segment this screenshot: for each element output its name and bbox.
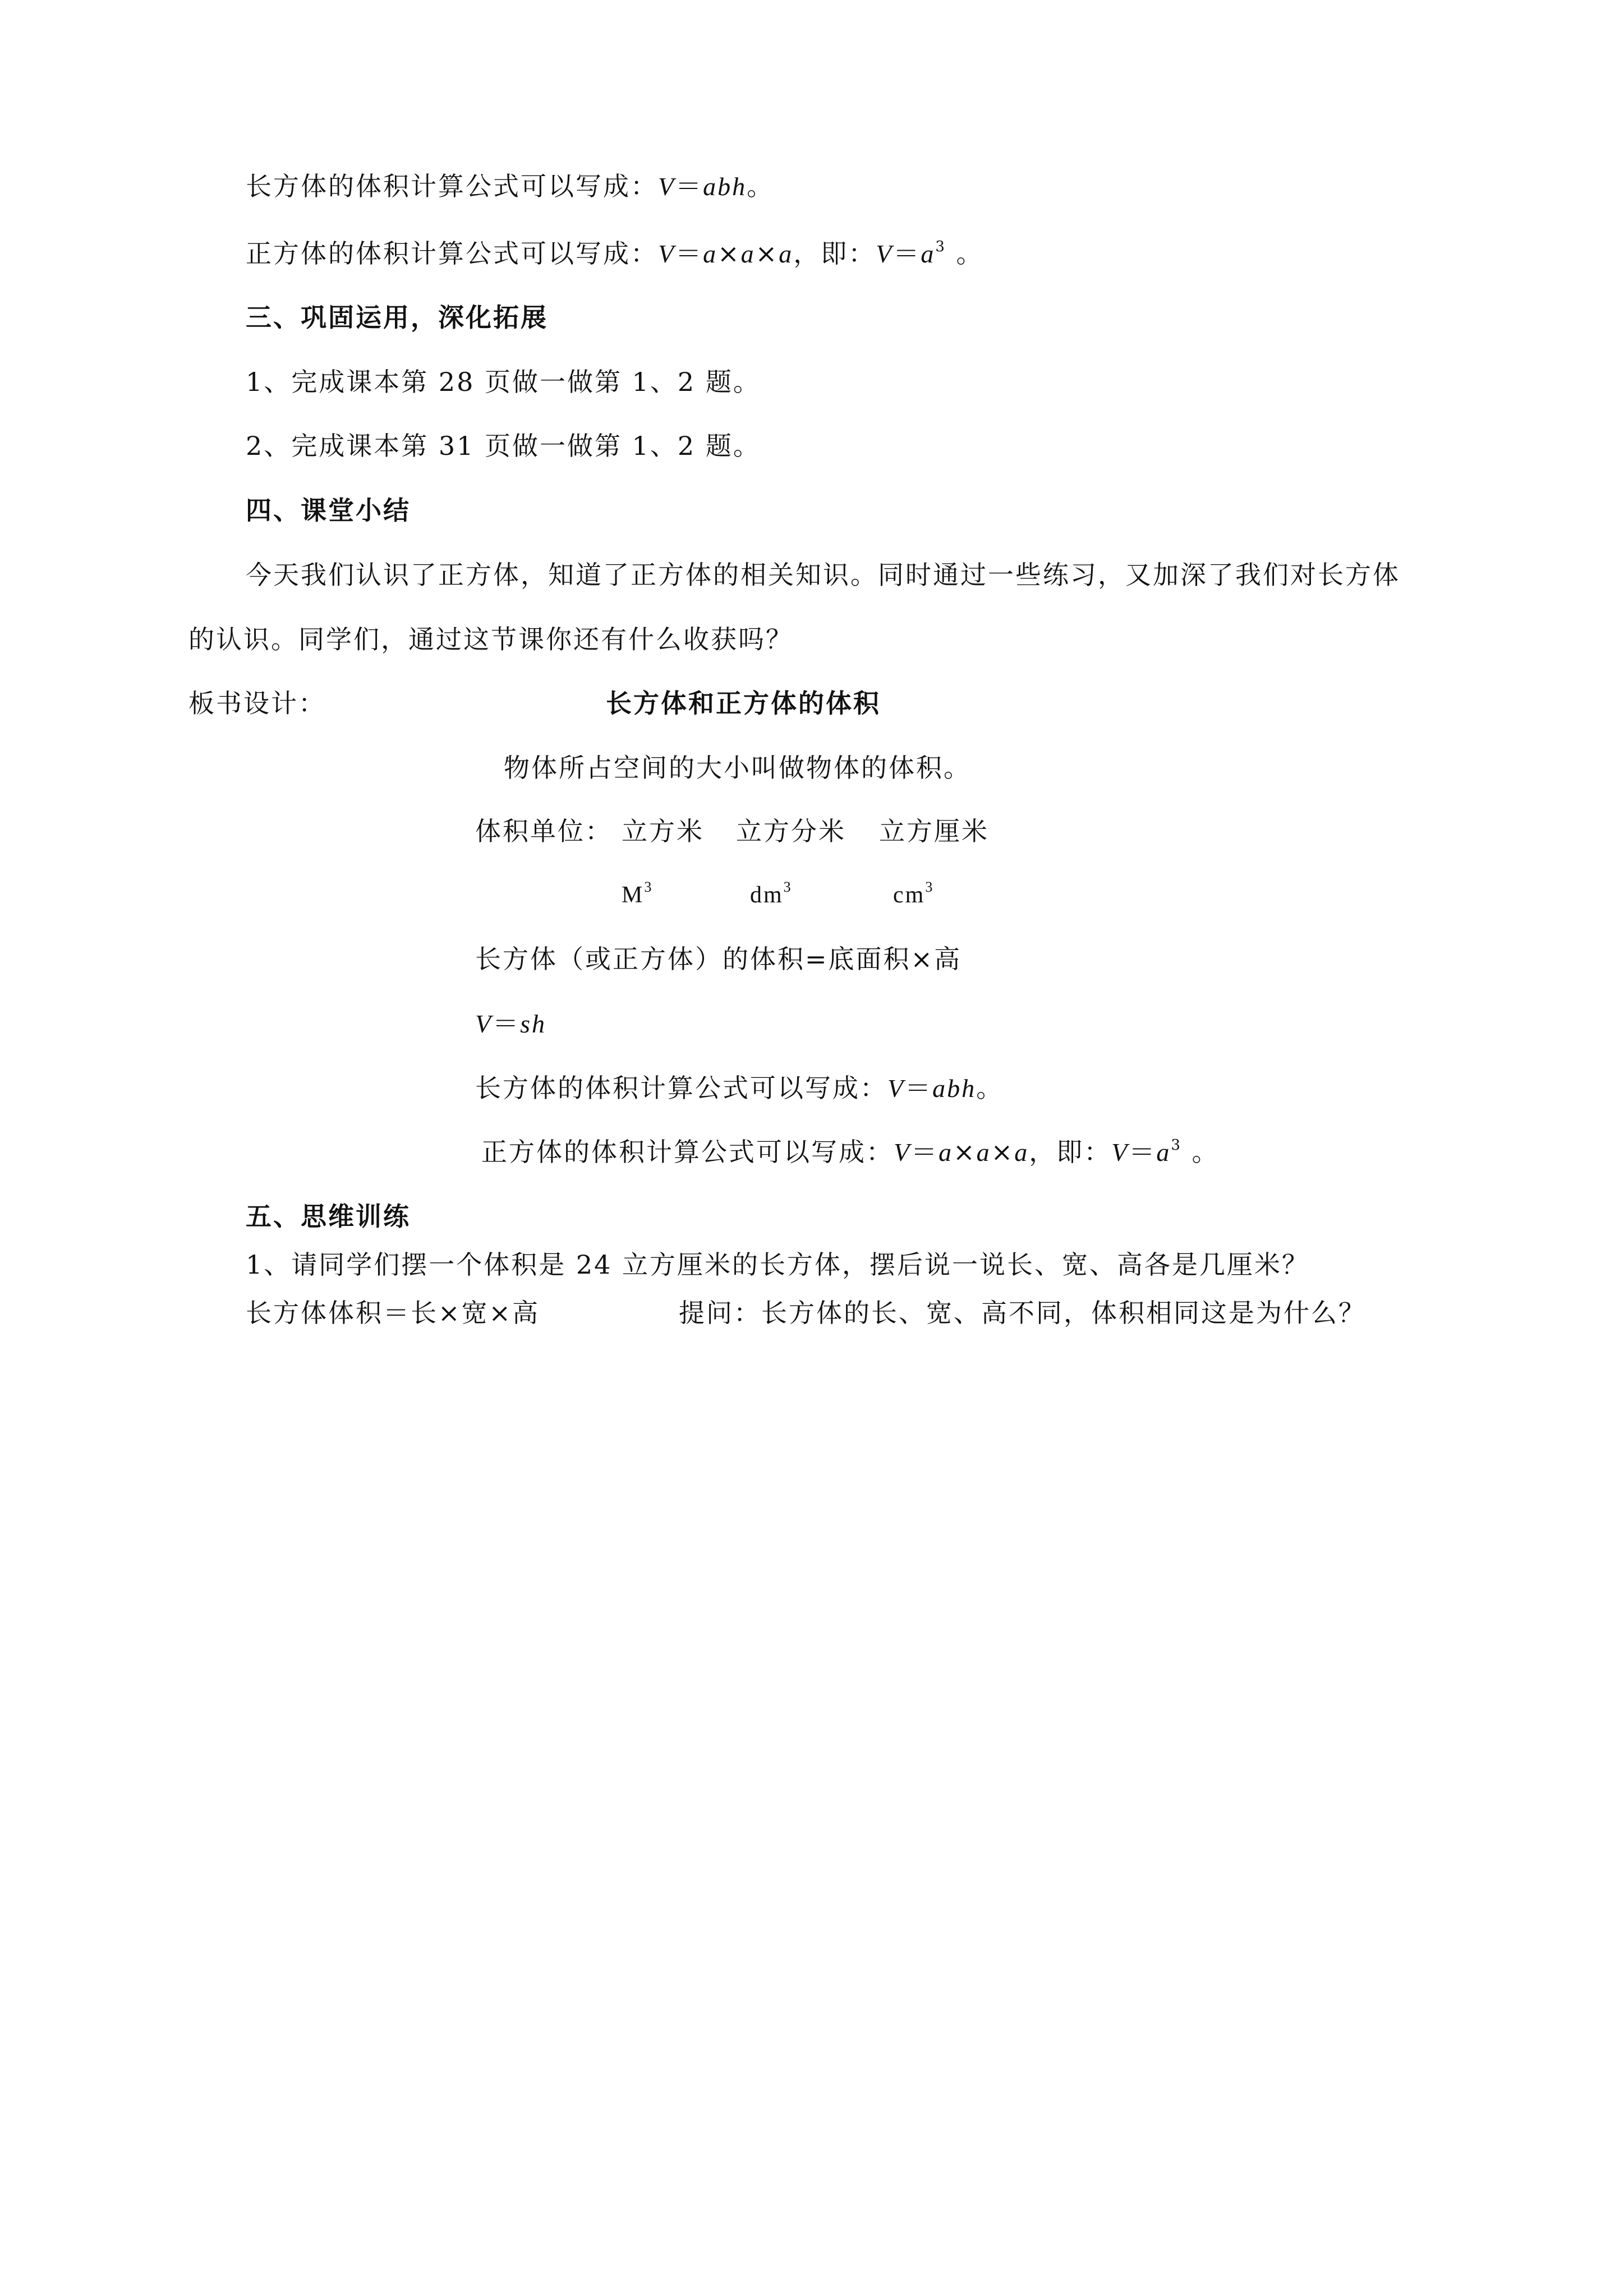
board-cube-formula-line bbox=[481, 1135, 1219, 1169]
section-4-heading: 四、课堂小结 bbox=[246, 495, 411, 525]
exponent: 3 bbox=[783, 879, 793, 895]
volume-units-line bbox=[475, 814, 613, 848]
formula-v: V bbox=[475, 1009, 493, 1038]
formula-eq: ＝ bbox=[905, 1073, 933, 1103]
cube-formula-prefix: 正方体的体积计算公式可以写成： bbox=[481, 1137, 894, 1167]
symbol-text: dm bbox=[750, 882, 784, 908]
times-sign: × bbox=[755, 238, 779, 269]
section-3-heading: 三、巩固运用，深化拓展 bbox=[246, 302, 548, 333]
summary-paragraph-line-2: 的认识。同学们，通过这节课你还有什么收获吗？ bbox=[188, 624, 793, 654]
board-design-label: 板书设计： bbox=[188, 688, 326, 718]
section-5-item-1: 1、请同学们摆一个体积是 24 立方厘米的长方体，摆后说一说长、宽、高各是几厘米？ bbox=[246, 1250, 1310, 1280]
summary-paragraph-line-1: 今天我们认识了正方体，知道了正方体的相关知识。同时通过一些练习，又加深了我们对长方体 bbox=[246, 560, 1400, 590]
formula-v: V bbox=[876, 239, 894, 268]
formula-rhs: abh bbox=[932, 1074, 977, 1103]
formula-eq: ＝ bbox=[1129, 1137, 1157, 1167]
unit-cubic-decimeter: 立方分米 bbox=[736, 816, 846, 846]
formula-a: a bbox=[779, 239, 794, 268]
units-label: 体积单位： bbox=[475, 816, 613, 846]
board-cuboid-formula-line bbox=[475, 1071, 1004, 1105]
formula-rhs: abh bbox=[703, 172, 747, 201]
formula-v: V bbox=[887, 1074, 905, 1103]
exponent: 3 bbox=[1171, 1136, 1182, 1154]
formula-end: 。 bbox=[1181, 1137, 1220, 1167]
unit-cubic-meter: 立方米 bbox=[622, 816, 704, 846]
times-sign: × bbox=[991, 1137, 1015, 1167]
formula-mid: ，即： bbox=[793, 238, 876, 269]
formula-a: a bbox=[703, 239, 718, 268]
unit-cubic-centimeter: 立方厘米 bbox=[879, 816, 989, 846]
cuboid-formula-prefix: 长方体的体积计算公式可以写成： bbox=[246, 171, 658, 201]
exponent: 3 bbox=[935, 238, 946, 255]
formula-eq: ＝ bbox=[911, 1137, 939, 1167]
cube-formula-prefix: 正方体的体积计算公式可以写成： bbox=[246, 238, 658, 269]
symbol-cubic-meter bbox=[622, 878, 653, 912]
formula-rhs: sh bbox=[520, 1009, 547, 1038]
section-5-heading: 五、思维训练 bbox=[246, 1201, 411, 1232]
formula-eq: ＝ bbox=[675, 171, 703, 201]
times-sign: × bbox=[953, 1137, 977, 1167]
exponent: 3 bbox=[644, 879, 654, 895]
symbol-text: M bbox=[622, 882, 645, 908]
formula-eq: ＝ bbox=[675, 238, 703, 269]
board-design-title: 长方体和正方体的体积 bbox=[606, 688, 881, 718]
formula-a: a bbox=[1014, 1138, 1029, 1167]
formula-eq: ＝ bbox=[893, 238, 921, 269]
formula-v: V bbox=[658, 239, 676, 268]
formula-a: a bbox=[740, 239, 756, 268]
formula-v-sh bbox=[475, 1007, 546, 1041]
volume-rule: 长方体（或正方体）的体积=底面积×高 bbox=[475, 944, 962, 974]
formula-end: 。 bbox=[976, 1073, 1004, 1103]
cube-formula-line bbox=[246, 237, 983, 271]
formula-a: a bbox=[921, 239, 936, 268]
volume-definition: 物体所占空间的大小叫做物体的体积。 bbox=[504, 753, 971, 783]
symbol-cubic-centimeter bbox=[893, 878, 934, 912]
cuboid-volume-words: 长方体体积＝长×宽×高 bbox=[246, 1298, 540, 1328]
formula-v: V bbox=[1111, 1138, 1129, 1167]
exponent: 3 bbox=[925, 879, 935, 895]
cuboid-formula-line bbox=[246, 169, 774, 204]
symbol-cubic-decimeter bbox=[750, 878, 793, 912]
times-sign: × bbox=[717, 238, 741, 269]
formula-v: V bbox=[894, 1138, 912, 1167]
section-3-item-1: 1、完成课本第 28 页做一做第 1、2 题。 bbox=[246, 367, 761, 397]
formula-end: 。 bbox=[747, 171, 775, 201]
formula-v: V bbox=[658, 172, 676, 201]
formula-end: 。 bbox=[946, 238, 984, 269]
formula-a: a bbox=[1156, 1138, 1171, 1167]
formula-mid: ，即： bbox=[1029, 1137, 1112, 1167]
section-5-question: 提问：长方体的长、宽、高不同，体积相同这是为什么？ bbox=[679, 1298, 1366, 1328]
cuboid-formula-prefix: 长方体的体积计算公式可以写成： bbox=[475, 1073, 887, 1103]
formula-eq: ＝ bbox=[493, 1008, 521, 1039]
formula-a: a bbox=[976, 1138, 991, 1167]
section-3-item-2: 2、完成课本第 31 页做一做第 1、2 题。 bbox=[246, 431, 761, 461]
symbol-text: cm bbox=[893, 882, 926, 908]
formula-a: a bbox=[938, 1138, 954, 1167]
